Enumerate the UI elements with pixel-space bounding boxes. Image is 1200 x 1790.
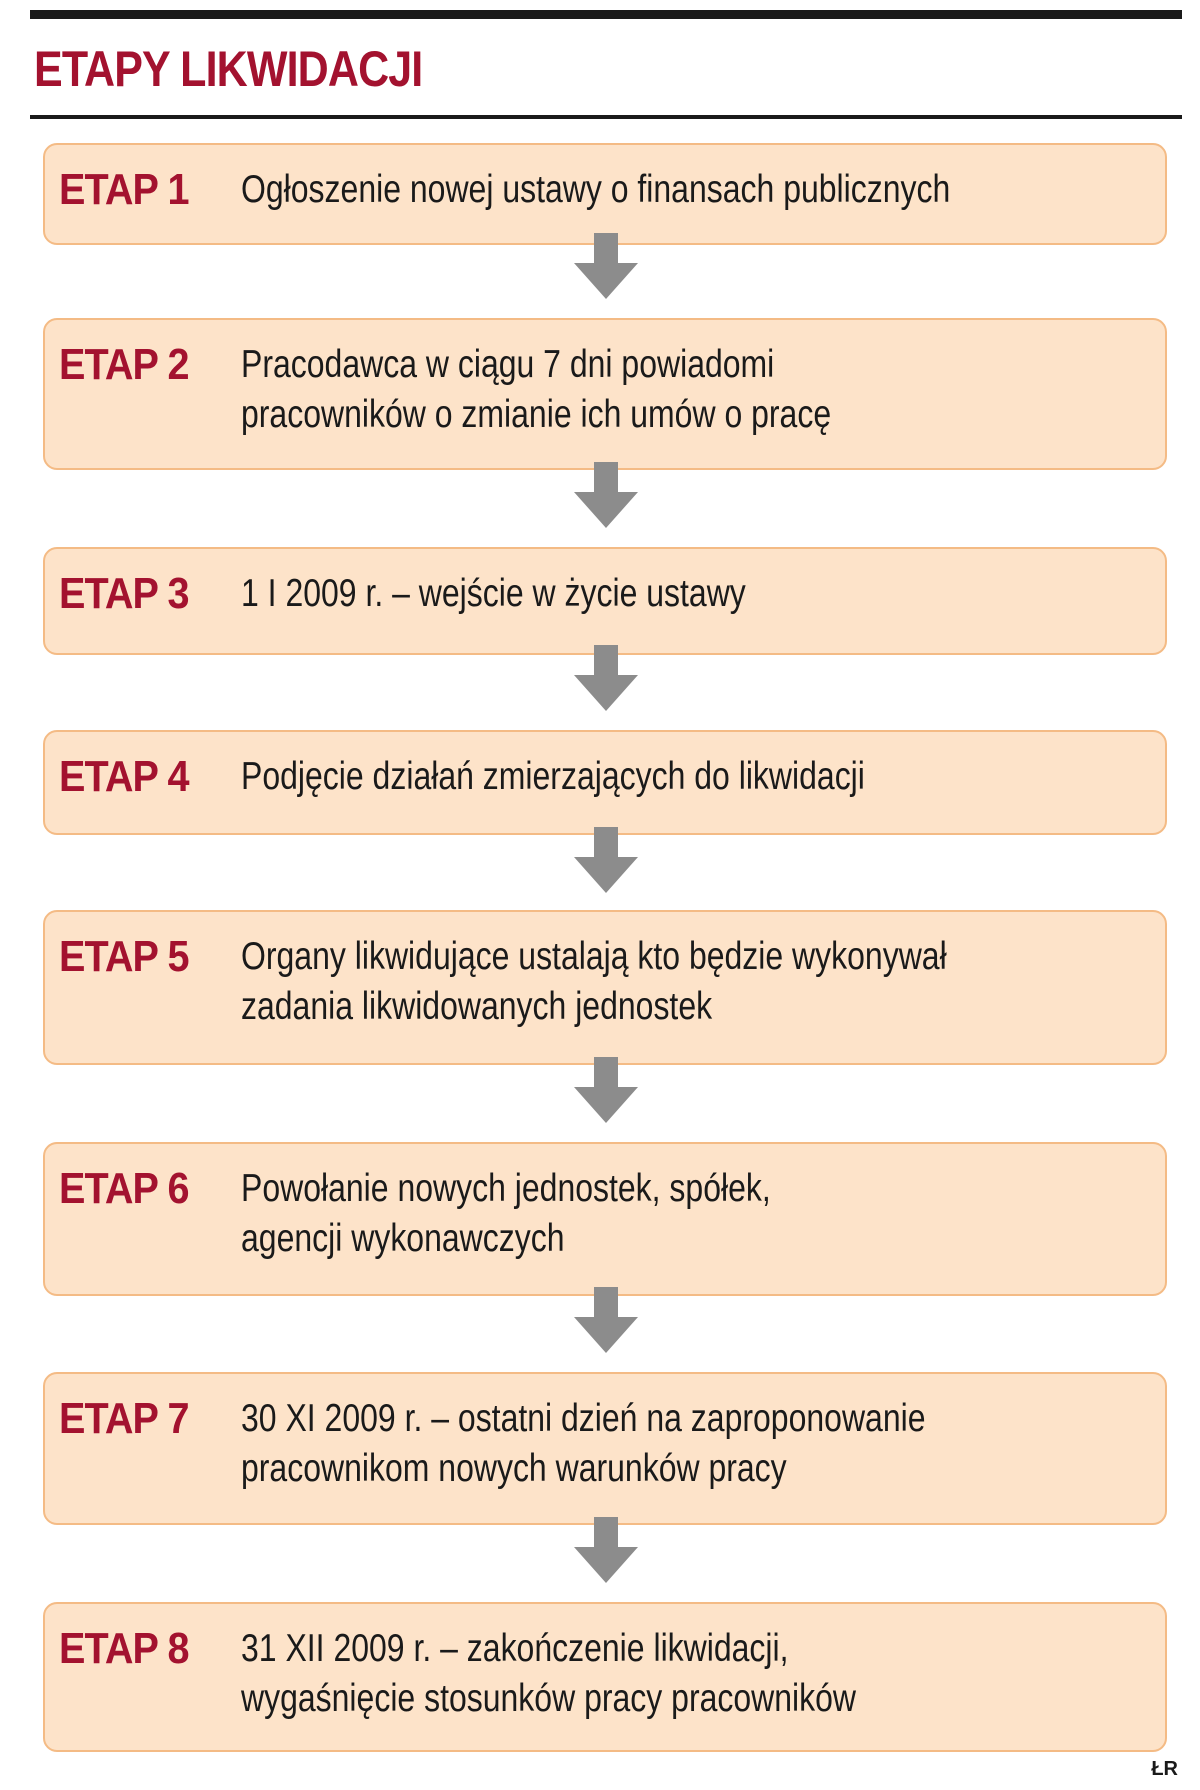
step-box-4	[43, 730, 1167, 835]
step-text: Pracodawca w ciągu 7 dni powiadomi pracowników o zmianie ich umów o pracę	[241, 343, 832, 436]
step-box-7	[43, 1372, 1167, 1525]
step-box-3	[43, 547, 1167, 655]
step-label: ETAP 7	[59, 1394, 189, 1443]
step-label: ETAP 4	[59, 752, 189, 801]
step-text: 1 I 2009 r. – wejście w życie ustawy	[241, 572, 746, 615]
step-box-8	[43, 1602, 1167, 1752]
author-credit: ŁR	[1151, 1758, 1178, 1780]
down-arrow-icon	[570, 233, 642, 303]
step-text: 30 XI 2009 r. – ostatni dzień na zaproponowanie pracownikom nowych warunków pracy	[241, 1397, 926, 1490]
step-label: ETAP 3	[59, 569, 189, 618]
step-label: ETAP 8	[59, 1624, 189, 1673]
step-label: ETAP 2	[59, 340, 189, 389]
step-box-2	[43, 318, 1167, 470]
down-arrow-icon	[570, 462, 642, 532]
step-text: Powołanie nowych jednostek, spółek, agencji wykonawczych	[241, 1167, 771, 1260]
down-arrow-icon	[570, 827, 642, 897]
step-label: ETAP 6	[59, 1164, 189, 1213]
step-box-1	[43, 143, 1167, 245]
down-arrow-icon	[570, 1057, 642, 1127]
step-label: ETAP 1	[59, 165, 189, 214]
down-arrow-icon	[570, 1517, 642, 1587]
step-text: Organy likwidujące ustalają kto będzie wykonywał zadania likwidowanych jednostek	[241, 935, 947, 1028]
step-text: 31 XII 2009 r. – zakończenie likwidacji, wygaśnięcie stosunków pracy pracowników	[241, 1627, 857, 1720]
step-text: Ogłoszenie nowej ustawy o finansach publicznych	[241, 168, 951, 211]
step-text: Podjęcie działań zmierzających do likwidacji	[241, 755, 865, 798]
step-label: ETAP 5	[59, 932, 189, 981]
step-box-6	[43, 1142, 1167, 1296]
step-box-5	[43, 910, 1167, 1065]
diagram-title: ETAPY LIKWIDACJI	[34, 41, 423, 97]
down-arrow-icon	[570, 1287, 642, 1357]
down-arrow-icon	[570, 645, 642, 715]
